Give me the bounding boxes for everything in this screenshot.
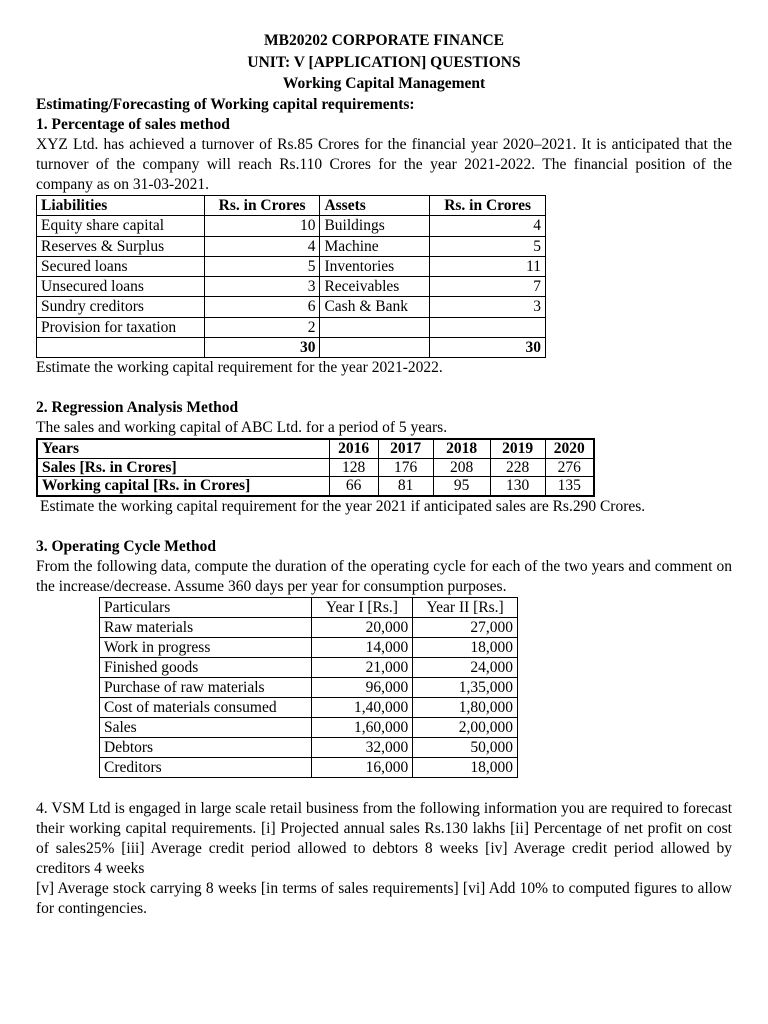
table-cell: 27,000 [413, 617, 518, 637]
table-row [37, 236, 546, 256]
year-cell: 2018 [433, 439, 490, 458]
table-row [37, 216, 546, 236]
table-cell: 14,000 [311, 637, 413, 657]
table-cell: 10 [204, 216, 320, 236]
table-cell: 176 [378, 458, 433, 477]
header-cell: Assets [320, 196, 430, 216]
operating-cycle-table [99, 597, 518, 778]
table-cell: Creditors [100, 757, 312, 777]
table-cell: 3 [430, 297, 546, 317]
table-cell: 24,000 [413, 657, 518, 677]
q1-title: 1. Percentage of sales method [36, 116, 230, 133]
table-cell: 1,80,000 [413, 697, 518, 717]
table-cell: Reserves & Surplus [37, 236, 205, 256]
table-cell: Cost of materials consumed [100, 697, 312, 717]
table-cell: 6 [204, 297, 320, 317]
table-cell: Machine [320, 236, 430, 256]
q3-title: 3. Operating Cycle Method [36, 537, 216, 555]
table-cell: 16,000 [311, 757, 413, 777]
table-cell: Raw materials [100, 617, 312, 637]
table-cell: 128 [329, 458, 378, 477]
table-cell: Receivables [320, 277, 430, 297]
balance-sheet-table [36, 195, 546, 358]
table-row [37, 477, 594, 496]
table-cell: Sundry creditors [37, 297, 205, 317]
table-cell [37, 338, 205, 358]
q3-text: From the following data, compute the duration of the operating cycle for each of the two years and comment on the increase/decrease. Assume 360 days per year for consumption purposes. [36, 557, 732, 595]
table-cell: 5 [204, 256, 320, 276]
table-header-row [37, 439, 594, 458]
table-cell: Finished goods [100, 657, 312, 677]
header-cell: Year II [Rs.] [413, 597, 518, 617]
table-cell: 81 [378, 477, 433, 496]
table-cell [430, 317, 546, 337]
table-cell: Debtors [100, 737, 312, 757]
table-cell: Unsecured loans [37, 277, 205, 297]
table-cell: Purchase of raw materials [100, 677, 312, 697]
table-cell: 32,000 [311, 737, 413, 757]
table-cell: Secured loans [37, 256, 205, 276]
table-cell: Buildings [320, 216, 430, 236]
table-row [100, 637, 518, 657]
year-cell: 2019 [490, 439, 545, 458]
table-cell: 96,000 [311, 677, 413, 697]
section-title: Estimating/Forecasting of Working capital requirements: [36, 96, 415, 113]
table-cell: 11 [430, 256, 546, 276]
table-row [100, 757, 518, 777]
header-cell: Rs. in Crores [204, 196, 320, 216]
table-row [37, 317, 546, 337]
document-page [36, 30, 732, 919]
table-cell: 2 [204, 317, 320, 337]
table-cell: 130 [490, 477, 545, 496]
q2-text: The sales and working capital of ABC Ltd. for a period of 5 years. [36, 419, 448, 437]
table-cell: 4 [430, 216, 546, 236]
table-header-row [37, 196, 546, 216]
sales-label: Sales [Rs. in Crores] [37, 458, 329, 477]
table-cell: Equity share capital [37, 216, 205, 236]
table-cell: 20,000 [311, 617, 413, 637]
table-header-row [100, 597, 518, 617]
regression-table [36, 438, 595, 497]
table-cell: Cash & Bank [320, 297, 430, 317]
table-total-row [37, 338, 546, 358]
table-cell: 50,000 [413, 737, 518, 757]
q4-text: 4. VSM Ltd is engaged in large scale retail business from the following information you are required to forecast their working capital requirements. [i] Projected annual sales Rs.130 lakhs [ii] Percentage of net profit on cost of sales25% [iii] Average credit period allowed to debtors 8 weeks [iv] Average credit period allowed by creditors 4 weeks [36, 799, 732, 877]
table-cell [320, 338, 430, 358]
header-cell: Year I [Rs.] [311, 597, 413, 617]
table-row [37, 458, 594, 477]
table-cell: 3 [204, 277, 320, 297]
table-cell: Work in progress [100, 637, 312, 657]
table-cell: 228 [490, 458, 545, 477]
table-cell: Inventories [320, 256, 430, 276]
table-cell: 4 [204, 236, 320, 256]
table-cell: 21,000 [311, 657, 413, 677]
table-cell: 18,000 [413, 757, 518, 777]
table-row [37, 277, 546, 297]
table-cell: 1,40,000 [311, 697, 413, 717]
table-cell: 18,000 [413, 637, 518, 657]
table-row [37, 297, 546, 317]
q4-text-continued: [v] Average stock carrying 8 weeks [in terms of sales requirements] [vi] Add 10% to computed figures to allow for contingencies. [36, 879, 732, 917]
total-liabilities: 30 [204, 338, 320, 358]
table-cell: 5 [430, 236, 546, 256]
q2-question: Estimate the working capital requirement for the year 2021 if anticipated sales are Rs.290 Crores. [40, 497, 646, 515]
table-cell: 7 [430, 277, 546, 297]
table-cell: Provision for taxation [37, 317, 205, 337]
table-cell: 2,00,000 [413, 717, 518, 737]
table-cell: 1,35,000 [413, 677, 518, 697]
table-row [100, 697, 518, 717]
header-cell: Particulars [100, 597, 312, 617]
table-cell: 66 [329, 477, 378, 496]
table-row [100, 657, 518, 677]
year-cell: 2016 [329, 439, 378, 458]
table-cell: 276 [545, 458, 594, 477]
table-row [100, 737, 518, 757]
topic-title: Working Capital Management [282, 75, 486, 92]
q1-question: Estimate the working capital requirement for the year 2021-2022. [36, 359, 443, 377]
table-cell: 135 [545, 477, 594, 496]
year-cell: 2020 [545, 439, 594, 458]
year-cell: 2017 [378, 439, 433, 458]
table-cell [320, 317, 430, 337]
table-row [100, 717, 518, 737]
table-row [37, 256, 546, 276]
years-label: Years [37, 439, 329, 458]
course-title: MB20202 CORPORATE FINANCE [264, 32, 504, 49]
header-cell: Liabilities [37, 196, 205, 216]
q1-text: XYZ Ltd. has achieved a turnover of Rs.85 Crores for the financial year 2020–2021. It is anticipated that the turnover of the company will reach Rs.110 Crores for the year 2021-2022. The financial position of the company as on 31-03-2021. [36, 136, 732, 193]
table-cell: 1,60,000 [311, 717, 413, 737]
q2-title: 2. Regression Analysis Method [36, 399, 239, 417]
table-row [100, 617, 518, 637]
table-cell: Sales [100, 717, 312, 737]
header-cell: Rs. in Crores [430, 196, 546, 216]
unit-title: UNIT: V [APPLICATION] QUESTIONS [247, 54, 521, 71]
wc-label: Working capital [Rs. in Crores] [37, 477, 329, 496]
total-assets: 30 [430, 338, 546, 358]
table-cell: 208 [433, 458, 490, 477]
table-row [100, 677, 518, 697]
table-cell: 95 [433, 477, 490, 496]
